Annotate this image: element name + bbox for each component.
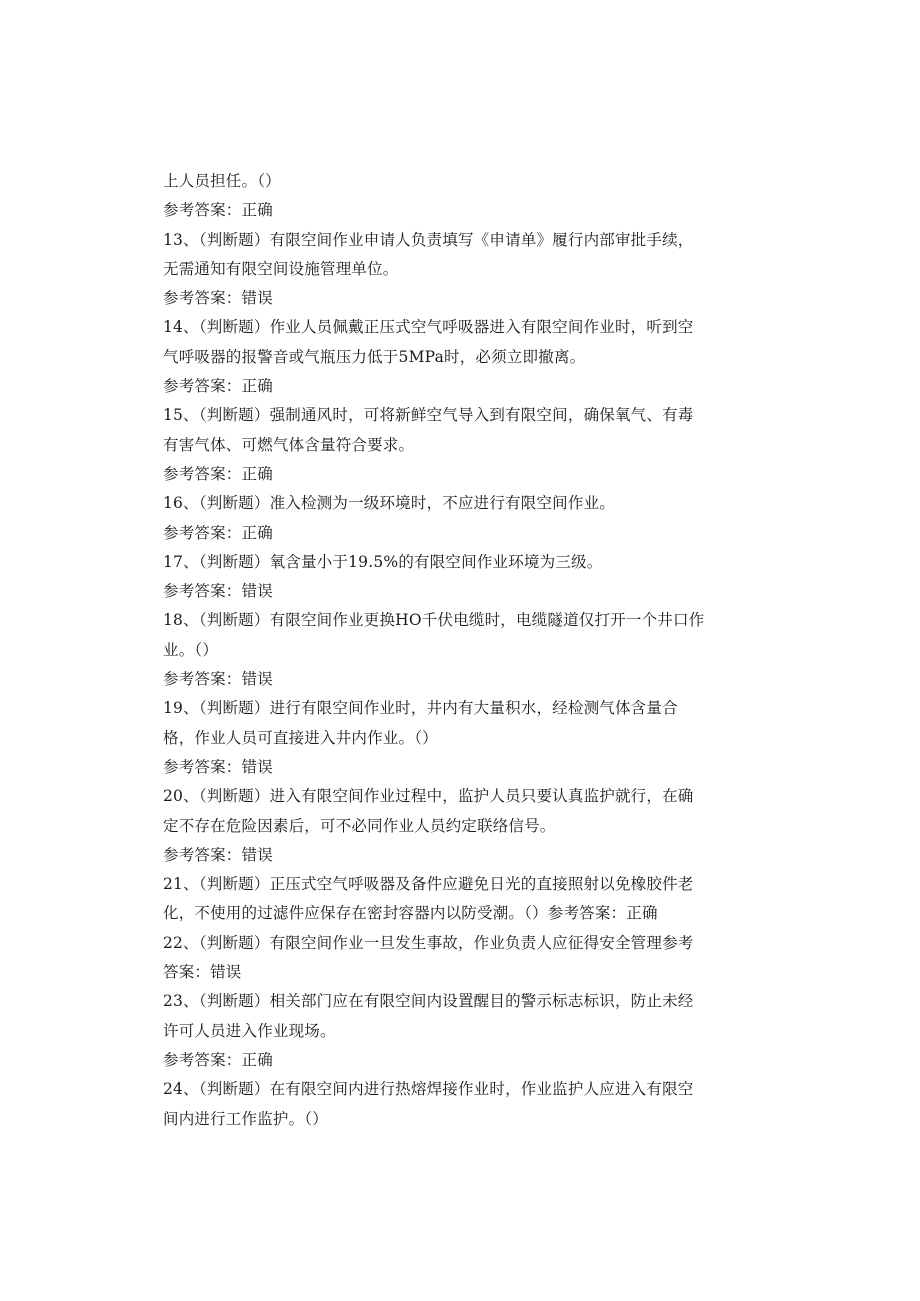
answer-line: 参考答案：正确 — [163, 201, 273, 220]
question-18-line-2: 业。（） — [163, 640, 219, 659]
question-14-line-1: 14、（判断题）作业人员佩戴正压式空气呼吸器进入有限空间作业时，听到空 — [163, 318, 694, 337]
question-16-line-1: 16、（判断题）准入检测为一级环境时，不应进行有限空间作业。 — [163, 494, 615, 513]
question-22-line-2: 答案：错误 — [163, 963, 242, 982]
answer-18: 参考答案：错误 — [163, 670, 273, 689]
question-18-line-1: 18、（判断题）有限空间作业更换HO千伏电缆时，电缆隧道仅打开一个井口作 — [163, 611, 705, 630]
answer-20: 参考答案：错误 — [163, 845, 273, 864]
question-24-line-2: 间内进行工作监护。（） — [163, 1109, 328, 1128]
answer-14: 参考答案：正确 — [163, 377, 273, 396]
question-21-line-2: 化，不使用的过滤件应保存在密封容器内以防受潮。（）参考答案：正确 — [163, 904, 658, 923]
question-19-line-2: 格，作业人员可直接进入井内作业。（） — [163, 728, 438, 747]
question-17-line-1: 17、（判断题）氧含量小于19.5%的有限空间作业环境为三级。 — [163, 552, 603, 571]
question-22-line-1: 22、（判断题）有限空间作业一旦发生事故，作业负责人应征得安全管理参考 — [163, 933, 694, 952]
question-15-line-1: 15、（判断题）强制通风时，可将新鲜空气导入到有限空间，确保氧气、有毒 — [163, 406, 694, 425]
question-14-line-2: 气呼吸器的报警音或气瓶压力低于5MPa时，必须立即撤离。 — [163, 347, 586, 366]
question-21-line-1: 21、（判断题）正压式空气呼吸器及备件应避免日光的直接照射以免橡胶件老 — [163, 875, 694, 894]
answer-13: 参考答案：错误 — [163, 289, 273, 308]
question-15-line-2: 有害气体、可燃气体含量符合要求。 — [163, 435, 415, 454]
answer-19: 参考答案：错误 — [163, 757, 273, 776]
answer-16: 参考答案：正确 — [163, 523, 273, 542]
question-20-line-2: 定不存在危险因素后，可不必同作业人员约定联络信号。 — [163, 816, 556, 835]
text-line: 上人员担任。（） — [163, 172, 281, 190]
question-24-line-1: 24、（判断题）在有限空间内进行热熔焊接作业时，作业监护人应进入有限空 — [163, 1080, 694, 1099]
question-23-line-1: 23、（判断题）相关部门应在有限空间内设置醒目的警示标志标识，防止未经 — [163, 992, 694, 1011]
question-13-line-2: 无需通知有限空间设施管理单位。 — [163, 259, 399, 278]
question-13-line-1: 13、（判断题）有限空间作业申请人负责填写《申请单》履行内部审批手续， — [163, 230, 694, 249]
answer-17: 参考答案：错误 — [163, 582, 273, 601]
answer-23: 参考答案：正确 — [163, 1050, 273, 1069]
question-19-line-1: 19、（判断题）进行有限空间作业时，井内有大量积水，经检测气体含量合 — [163, 699, 678, 718]
answer-15: 参考答案：正确 — [163, 464, 273, 483]
document-body — [163, 167, 763, 1134]
question-20-line-1: 20、（判断题）进入有限空间作业过程中，监护人员只要认真监护就行，在确 — [163, 787, 694, 806]
question-23-line-2: 许可人员进入作业现场。 — [163, 1021, 336, 1040]
